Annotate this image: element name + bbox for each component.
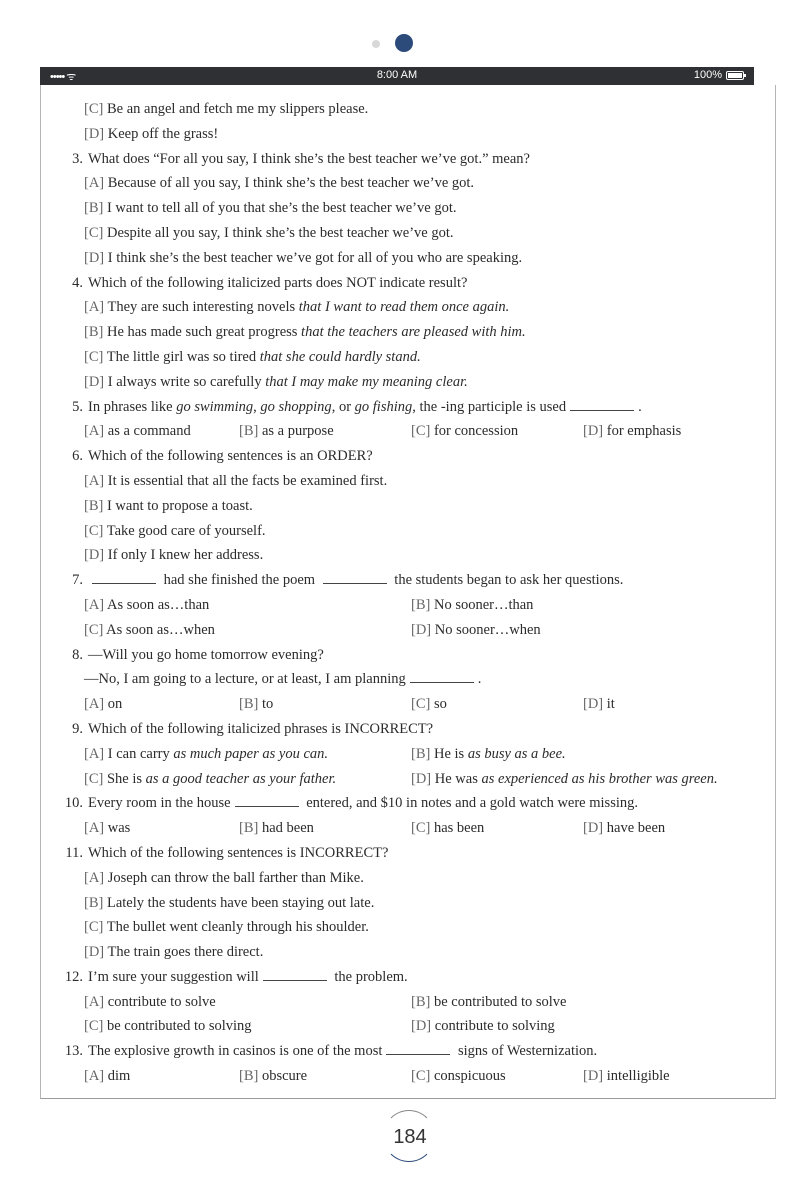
question-text: What does “For all you say, I think she’s the best teacher we’ve got.” mean? (88, 150, 530, 167)
question-text: Which of the following sentences is INCORRECT? (88, 844, 389, 861)
question-10-options (54, 816, 764, 841)
option-c[interactable] (411, 692, 583, 717)
page-dot-active[interactable] (395, 34, 413, 52)
option-label: [C] (411, 820, 431, 837)
option-d[interactable] (583, 692, 615, 717)
question-9-options-2 (54, 767, 764, 792)
question-number: 10. (64, 795, 83, 812)
option-text: on (107, 696, 123, 713)
option-label: [A] (84, 696, 105, 713)
question-text: I’m sure your suggestion will (88, 968, 259, 985)
italic-text: that I may make my meaning clear. (265, 373, 468, 390)
option-b[interactable] (411, 593, 533, 618)
option-text: Despite all you say, I think she’s the best teacher we’ve got. (106, 224, 454, 241)
answer-blank[interactable] (386, 1042, 450, 1055)
italic-text: as experienced as his brother was green. (481, 770, 718, 787)
option-b[interactable] (54, 891, 764, 916)
option-text: as a purpose (261, 423, 334, 440)
option-text: They are such interesting novels (107, 299, 299, 316)
italic-text: go fishing (354, 398, 413, 415)
option-text: contribute to solve (107, 993, 216, 1010)
option-label: [B] (411, 993, 431, 1010)
option-b[interactable] (54, 320, 764, 345)
option-text: I want to tell all of you that she’s the best teacher we’ve got. (106, 200, 457, 217)
question-number: 4. (72, 274, 83, 291)
option-label: [C] (84, 919, 104, 936)
answer-blank[interactable] (410, 670, 474, 683)
italic-text: go swimming (176, 398, 254, 415)
option-text: As soon as…than (106, 596, 210, 613)
question-text: Every room in the house (88, 795, 231, 812)
option-text: No sooner…than (433, 596, 534, 613)
option-c[interactable] (54, 97, 764, 122)
option-text: as a command (107, 423, 191, 440)
option-d[interactable] (54, 940, 764, 965)
option-c[interactable] (84, 1014, 411, 1039)
option-text: She is (106, 770, 146, 787)
option-label: [D] (583, 696, 604, 713)
option-label: [D] (583, 820, 604, 837)
option-d[interactable] (583, 419, 681, 444)
option-c[interactable] (411, 419, 583, 444)
option-text: be contributed to solving (106, 1018, 252, 1035)
question-text: , the -ing participle is used (412, 398, 567, 415)
option-a[interactable] (84, 990, 411, 1015)
question-8 (54, 643, 764, 668)
option-b[interactable] (239, 692, 411, 717)
question-text: Which of the following italicized parts does NOT indicate result? (88, 274, 468, 291)
question-number: 3. (72, 150, 83, 167)
option-a[interactable] (84, 419, 239, 444)
option-text: Be an angel and fetch me my slippers please. (106, 101, 369, 117)
option-label: [C] (84, 348, 104, 365)
option-text: The train goes there direct. (107, 944, 264, 961)
italic-text: as much paper as you can. (173, 745, 329, 762)
answer-blank[interactable] (323, 571, 387, 584)
option-b[interactable] (239, 419, 411, 444)
italic-text: as a good teacher as your father. (145, 770, 337, 787)
option-label: [D] (84, 249, 105, 266)
document-body (54, 97, 764, 1089)
option-label: [A] (84, 596, 105, 613)
option-d[interactable] (583, 816, 665, 841)
option-text: The little girl was so tired (106, 348, 260, 365)
option-text: If only I knew her address. (107, 547, 264, 564)
option-text: it (606, 696, 615, 713)
option-d[interactable] (54, 122, 764, 147)
option-label: [B] (84, 894, 104, 911)
option-text: He is (433, 745, 468, 762)
question-number: 13. (64, 1043, 83, 1060)
italic-text: that she could hardly stand. (259, 348, 421, 365)
question-6 (54, 444, 764, 469)
option-label: [C] (84, 224, 104, 241)
status-bar (40, 67, 754, 85)
option-text: Take good care of yourself. (106, 522, 266, 539)
option-label: [D] (411, 1018, 432, 1035)
option-label: [D] (583, 1068, 604, 1085)
option-c[interactable] (54, 915, 764, 940)
page-number: 184 (393, 1126, 427, 1148)
question-8-options (54, 692, 764, 717)
option-c[interactable] (411, 1064, 583, 1089)
option-c[interactable] (84, 618, 411, 643)
option-label: [A] (84, 423, 105, 440)
question-9-options (54, 742, 764, 767)
page-indicator (0, 34, 800, 54)
option-text: had been (261, 820, 314, 837)
question-text: In phrases like (88, 398, 177, 415)
option-label: [C] (84, 1018, 104, 1035)
option-d[interactable] (54, 370, 764, 395)
question-12-options-2 (54, 1014, 764, 1039)
question-number: 6. (72, 448, 83, 465)
option-text: for concession (433, 423, 519, 440)
question-12 (54, 965, 764, 990)
italic-text: that the teachers are pleased with him. (301, 324, 526, 341)
question-text: The explosive growth in casinos is one of the most (88, 1043, 383, 1060)
option-d[interactable] (54, 543, 764, 568)
option-label: [C] (411, 423, 431, 440)
option-text: Keep off the grass! (107, 125, 219, 142)
option-label: [C] (84, 621, 104, 638)
question-7 (54, 568, 764, 593)
option-label: [B] (239, 696, 259, 713)
option-label: [B] (239, 1068, 259, 1085)
option-text: have been (606, 820, 666, 837)
question-5-options (54, 419, 764, 444)
option-d[interactable] (411, 618, 541, 643)
option-label: [C] (411, 696, 431, 713)
option-text: for emphasis (606, 423, 682, 440)
question-13-options (54, 1064, 764, 1089)
option-label: [B] (239, 423, 259, 440)
option-label: [D] (84, 373, 105, 390)
option-label: [B] (84, 200, 104, 217)
page-dot-inactive[interactable] (372, 40, 380, 48)
battery-percent: 100% (693, 69, 722, 81)
option-text: The bullet went cleanly through his shoulder. (106, 919, 369, 936)
option-d[interactable] (411, 767, 718, 792)
answer-blank[interactable] (263, 968, 327, 981)
option-label: [B] (84, 497, 104, 514)
option-label: [D] (411, 621, 432, 638)
option-text: so (433, 696, 447, 713)
option-c[interactable] (54, 519, 764, 544)
question-number: 8. (72, 646, 83, 663)
answer-blank[interactable] (570, 398, 634, 411)
option-a[interactable] (84, 816, 239, 841)
option-text: be contributed to solve (433, 993, 567, 1010)
question-4 (54, 271, 764, 296)
option-label: [C] (84, 101, 104, 117)
option-a[interactable] (84, 742, 411, 767)
question-text: the students began to ask her questions. (390, 572, 624, 589)
option-a[interactable] (54, 866, 764, 891)
option-text: has been (433, 820, 485, 837)
option-label: [A] (84, 1068, 105, 1085)
option-c[interactable] (411, 816, 583, 841)
option-text: obscure (261, 1068, 308, 1085)
option-a[interactable] (84, 692, 239, 717)
option-text: I want to propose a toast. (106, 497, 253, 514)
option-text: contribute to solving (434, 1018, 555, 1035)
question-number: 7. (72, 572, 83, 589)
question-10 (54, 791, 764, 816)
option-label: [A] (84, 472, 105, 489)
separator: , (253, 398, 261, 415)
option-label: [B] (411, 596, 431, 613)
option-text: to (261, 696, 274, 713)
option-label: [B] (411, 745, 431, 762)
page-number-badge (380, 1110, 440, 1166)
option-b[interactable] (239, 816, 411, 841)
answer-blank[interactable] (235, 794, 299, 807)
question-12-options (54, 990, 764, 1015)
question-text: the problem. (330, 968, 408, 985)
italic-text: that I want to read them once again. (298, 299, 510, 316)
question-9 (54, 717, 764, 742)
question-13 (54, 1039, 764, 1064)
option-label: [B] (84, 324, 104, 341)
option-c[interactable] (84, 767, 411, 792)
option-b[interactable] (411, 990, 566, 1015)
option-text: As soon as…when (106, 621, 215, 638)
question-7-options-2 (54, 618, 764, 643)
option-text: He was (434, 770, 482, 787)
option-text: conspicuous (433, 1068, 506, 1085)
option-label: [B] (239, 820, 259, 837)
option-a[interactable] (54, 295, 764, 320)
question-11 (54, 841, 764, 866)
option-text: No sooner…when (434, 621, 541, 638)
option-d[interactable] (54, 246, 764, 271)
question-text: entered, and $10 in notes and a gold watch were missing. (302, 795, 638, 812)
question-number: 11. (65, 844, 83, 861)
option-text: dim (107, 1068, 131, 1085)
signal-wifi-icon: ••••• ᯤ (50, 71, 76, 83)
option-text: was (107, 820, 131, 837)
option-d[interactable] (583, 1064, 670, 1089)
option-label: [D] (84, 125, 105, 142)
status-time: 8:00 AM (376, 69, 418, 81)
answer-blank[interactable] (92, 571, 156, 584)
option-text: I think she’s the best teacher we’ve got for all of you who are speaking. (107, 249, 523, 266)
option-label: [A] (84, 299, 105, 316)
battery-icon (726, 71, 744, 80)
question-7-options (54, 593, 764, 618)
option-a[interactable] (54, 469, 764, 494)
option-label: [A] (84, 175, 105, 192)
option-text: I can carry (107, 745, 174, 762)
option-text: Because of all you say, I think she’s the best teacher we’ve got. (107, 175, 475, 192)
option-label: [A] (84, 993, 105, 1010)
question-5 (54, 395, 764, 420)
option-d[interactable] (411, 1014, 555, 1039)
question-text: signs of Westernization. (454, 1043, 598, 1060)
question-3 (54, 147, 764, 172)
question-8-reply (54, 667, 764, 692)
option-text: Joseph can throw the ball farther than Mike. (107, 869, 364, 886)
option-label: [A] (84, 820, 105, 837)
option-label: [A] (84, 869, 105, 886)
option-label: [C] (84, 522, 104, 539)
punctuation: . (477, 671, 482, 688)
option-b[interactable] (54, 494, 764, 519)
question-text: —No, I am going to a lecture, or at least, I am planning (84, 671, 406, 688)
option-label: [D] (84, 944, 105, 961)
option-label: [C] (411, 1068, 431, 1085)
option-a[interactable] (84, 1064, 239, 1089)
punctuation: . (638, 398, 642, 415)
question-number: 9. (72, 720, 83, 737)
option-label: [D] (583, 423, 604, 440)
option-a[interactable] (54, 171, 764, 196)
option-c[interactable] (54, 221, 764, 246)
question-number: 5. (72, 398, 83, 415)
question-text: had she finished the poem (160, 572, 319, 589)
italic-text: as busy as a bee. (467, 745, 566, 762)
separator: , or (331, 398, 355, 415)
question-text: —Will you go home tomorrow evening? (88, 646, 324, 663)
battery-status (694, 69, 744, 81)
option-label: [D] (411, 770, 432, 787)
option-label: [A] (84, 745, 105, 762)
question-text: Which of the following italicized phrases is INCORRECT? (88, 720, 434, 737)
option-c[interactable] (54, 345, 764, 370)
option-text: Lately the students have been staying out late. (106, 894, 375, 911)
option-a[interactable] (84, 593, 411, 618)
option-text: I always write so carefully (107, 373, 266, 390)
option-text: It is essential that all the facts be examined first. (107, 472, 388, 489)
option-b[interactable] (54, 196, 764, 221)
option-label: [D] (84, 547, 105, 564)
question-number: 12. (64, 968, 83, 985)
option-label: [C] (84, 770, 104, 787)
option-b[interactable] (239, 1064, 411, 1089)
option-text: intelligible (606, 1068, 670, 1085)
option-text: He has made such great progress (106, 324, 302, 341)
question-text: Which of the following sentences is an ORDER? (88, 448, 373, 465)
italic-text: go shopping (260, 398, 332, 415)
option-b[interactable] (411, 742, 566, 767)
